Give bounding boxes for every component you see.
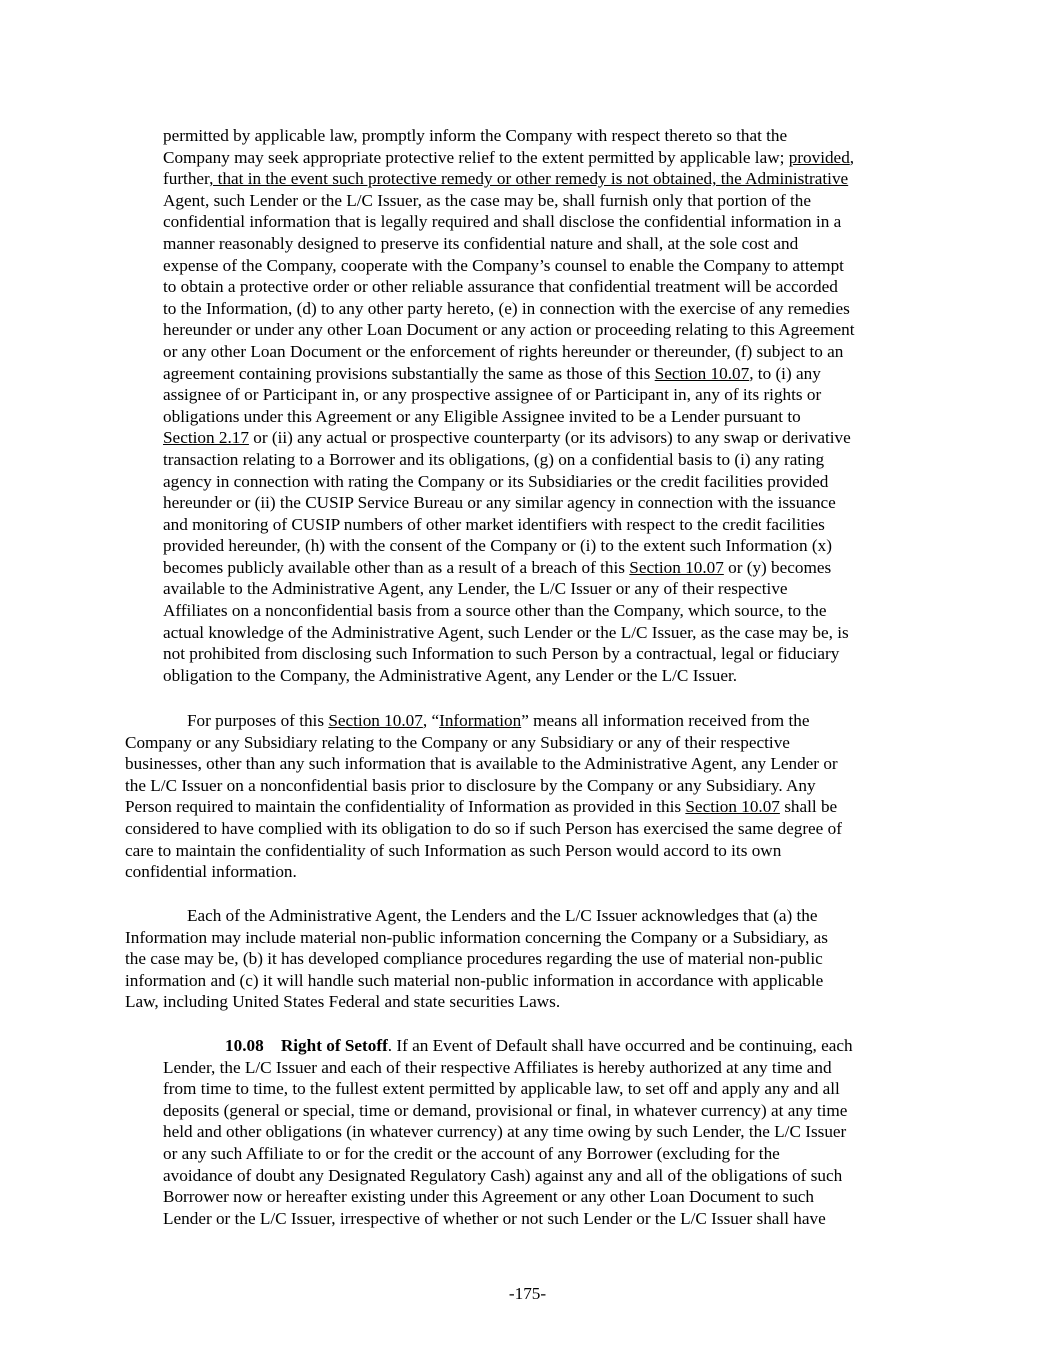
page-number: -175-: [508, 1284, 547, 1303]
text-line: hereunder or (ii) the CUSIP Service Bureau or any similar agency in connection with the issuance: [163, 493, 836, 513]
text-line: obligations under this Agreement or any Eligible Assignee invited to be a Lender pursuant to: [163, 406, 801, 426]
text-line: [163, 168, 933, 190]
text-line: the case may be, (b) it has developed compliance procedures regarding the use of material non-public: [125, 949, 823, 969]
underlined-term: Section 10.07: [685, 797, 780, 817]
text-line: Borrower now or hereafter existing under this Agreement or any other Loan Document to such: [163, 1187, 815, 1207]
text-line: [125, 796, 935, 818]
text-line: Agent, such Lender or the L/C Issuer, as the case may be, shall furnish only that portion of the: [163, 190, 811, 210]
text-line: care to maintain the confidentiality of such Information as such Person would accord to its own: [125, 840, 782, 860]
text-line: to the Information, (d) to any other party hereto, (e) in connection with the exercise of any remedies: [163, 298, 850, 318]
text-line: available to the Administrative Agent, any Lender, the L/C Issuer or any of their respective: [163, 579, 788, 599]
text-line: the L/C Issuer on a nonconfidential basis prior to disclosure by the Company or any Subsidiary. Any: [125, 775, 816, 795]
text-line: actual knowledge of the Administrative Agent, such Lender or the L/C Issuer, as the case may be, is: [163, 622, 849, 642]
text-line: held and other obligations (in whatever currency) at any time owing by such Lender, the L/C Issuer: [163, 1122, 847, 1142]
text-segment: , “: [422, 711, 440, 730]
text-line: agency in connection with rating the Company or its Subsidiaries or the credit facilities provided: [163, 471, 829, 491]
text-line: avoidance of doubt any Designated Regulatory Cash) against any and all of the obligations of such: [163, 1165, 843, 1185]
underlined-term: Section 10.07: [654, 363, 750, 383]
text-segment: shall be: [779, 797, 838, 817]
text-line: from time to time, to the fullest extent permitted by applicable law, to set off and apply any and all: [163, 1079, 840, 1099]
text-line: to obtain a protective order or other reliable assurance that confidential treatment will be accorded: [163, 277, 838, 297]
underlined-term: provided: [788, 147, 850, 167]
underlined-term: Section 2.17: [163, 428, 249, 448]
text-line: Each of the Administrative Agent, the Lenders and the L/C Issuer acknowledges that (a) the: [187, 906, 818, 925]
paragraph-acknowledgement: [125, 905, 935, 1013]
text-line: considered to have complied with its obligation to do so if such Person has exercised the same degree of: [125, 818, 842, 838]
text-line: Information may include material non-public information concerning the Company or a Subsidiary, as: [125, 927, 828, 947]
text-line: obligation to the Company, the Administrative Agent, any Lender or the L/C Issuer.: [163, 665, 738, 685]
text-segment: agreement containing provisions substantially the same as those of this: [163, 363, 655, 383]
text-line: and monitoring of CUSIP numbers of other market identifiers with respect to the credit facilities: [163, 514, 825, 534]
text-line: Lender or the L/C Issuer, irrespective of whether or not such Lender or the L/C Issuer shall have: [163, 1208, 826, 1228]
underlined-term: Section 10.07: [328, 711, 423, 730]
text-segment: or (ii) any actual or prospective counterparty (or its advisors) to any swap or derivative: [248, 428, 851, 448]
text-line: [163, 557, 933, 579]
underlined-term: Section 10.07: [629, 557, 724, 577]
text-segment: , to (i) any: [749, 363, 821, 383]
section-10-08-right-of-setoff: [163, 1035, 933, 1229]
text-line: Affiliates on a nonconfidential basis from a source other than the Company, which source, to the: [163, 601, 827, 621]
text-segment: further: [163, 169, 210, 189]
text-line: hereunder or under any other Loan Document or any action or proceeding relating to this Agreement: [163, 320, 855, 340]
paragraph-information-definition: [125, 710, 935, 883]
text-line: information and (c) it will handle such material non-public information in accordance with applicable: [125, 970, 824, 990]
text-line: or any other Loan Document or the enforcement of rights hereunder or thereunder, (f) subject to an: [163, 341, 844, 361]
paragraph-confidentiality-continued: [163, 125, 933, 686]
text-line: [163, 147, 933, 169]
text-segment: becomes publicly available other than as a result of a breach of this: [163, 557, 630, 577]
text-line: Law, including United States Federal and state securities Laws.: [125, 992, 561, 1012]
text-line: Company or any Subsidiary relating to the Company or any Subsidiary or any of their respective: [125, 732, 790, 752]
section-title: Right of Setoff: [280, 1036, 388, 1055]
underlined-term: Information: [439, 711, 522, 730]
text-line: businesses, other than any such information that is available to the Administrative Agent, any Lender or: [125, 754, 838, 774]
section-heading-line: [163, 1035, 933, 1057]
text-line: assignee of or Participant in, or any prospective assignee of or Participant in, any of its rights or: [163, 385, 822, 405]
text-line: Lender, the L/C Issuer and each of their respective Affiliates is hereby authorized at any time and: [163, 1057, 832, 1077]
text-line: [125, 710, 935, 732]
text-segment: Person required to maintain the confidentiality of Information as provided in this: [125, 797, 686, 817]
text-line: not prohibited from disclosing such Information to such Person by a contractual, legal or fiduciary: [163, 644, 840, 664]
text-line: transaction relating to a Borrower and its obligations, (g) on a confidential basis to (i) any rating: [163, 449, 825, 469]
text-line: confidential information that is legally required and shall disclose the confidential information in a: [163, 212, 842, 232]
text-line: permitted by applicable law, promptly inform the Company with respect thereto so that the: [163, 126, 788, 145]
underlined-term: , that in the event such protective remedy or other remedy is not obtained, the Administrative: [209, 169, 849, 189]
text-line: confidential information.: [125, 862, 297, 882]
text-line: [163, 363, 933, 385]
text-segment: ” means all information received from the: [521, 711, 810, 730]
text-line: or any such Affiliate to or for the credit or the account of any Borrower (excluding for the: [163, 1143, 780, 1163]
text-line: provided hereunder, (h) with the consent of the Company or (i) to the extent such Information (x): [163, 536, 832, 556]
section-number: 10.08: [225, 1036, 264, 1055]
text-segment: or (y) becomes: [723, 557, 832, 577]
text-segment: ,: [849, 147, 855, 167]
text-line: deposits (general or special, time or demand, provisional or final, in whatever currency) at any time: [163, 1100, 848, 1120]
text-line: [163, 427, 933, 449]
text-segment: For purposes of this: [187, 711, 329, 730]
text-line: manner reasonably designed to preserve its confidential nature and shall, at the sole cost and: [163, 233, 799, 253]
text-line: expense of the Company, cooperate with the Company’s counsel to enable the Company to attempt: [163, 255, 844, 275]
text-segment: Company may seek appropriate protective relief to the extent permitted by applicable law;: [163, 147, 789, 167]
section-first-line-text: . If an Event of Default shall have occurred and be continuing, each: [387, 1036, 853, 1055]
